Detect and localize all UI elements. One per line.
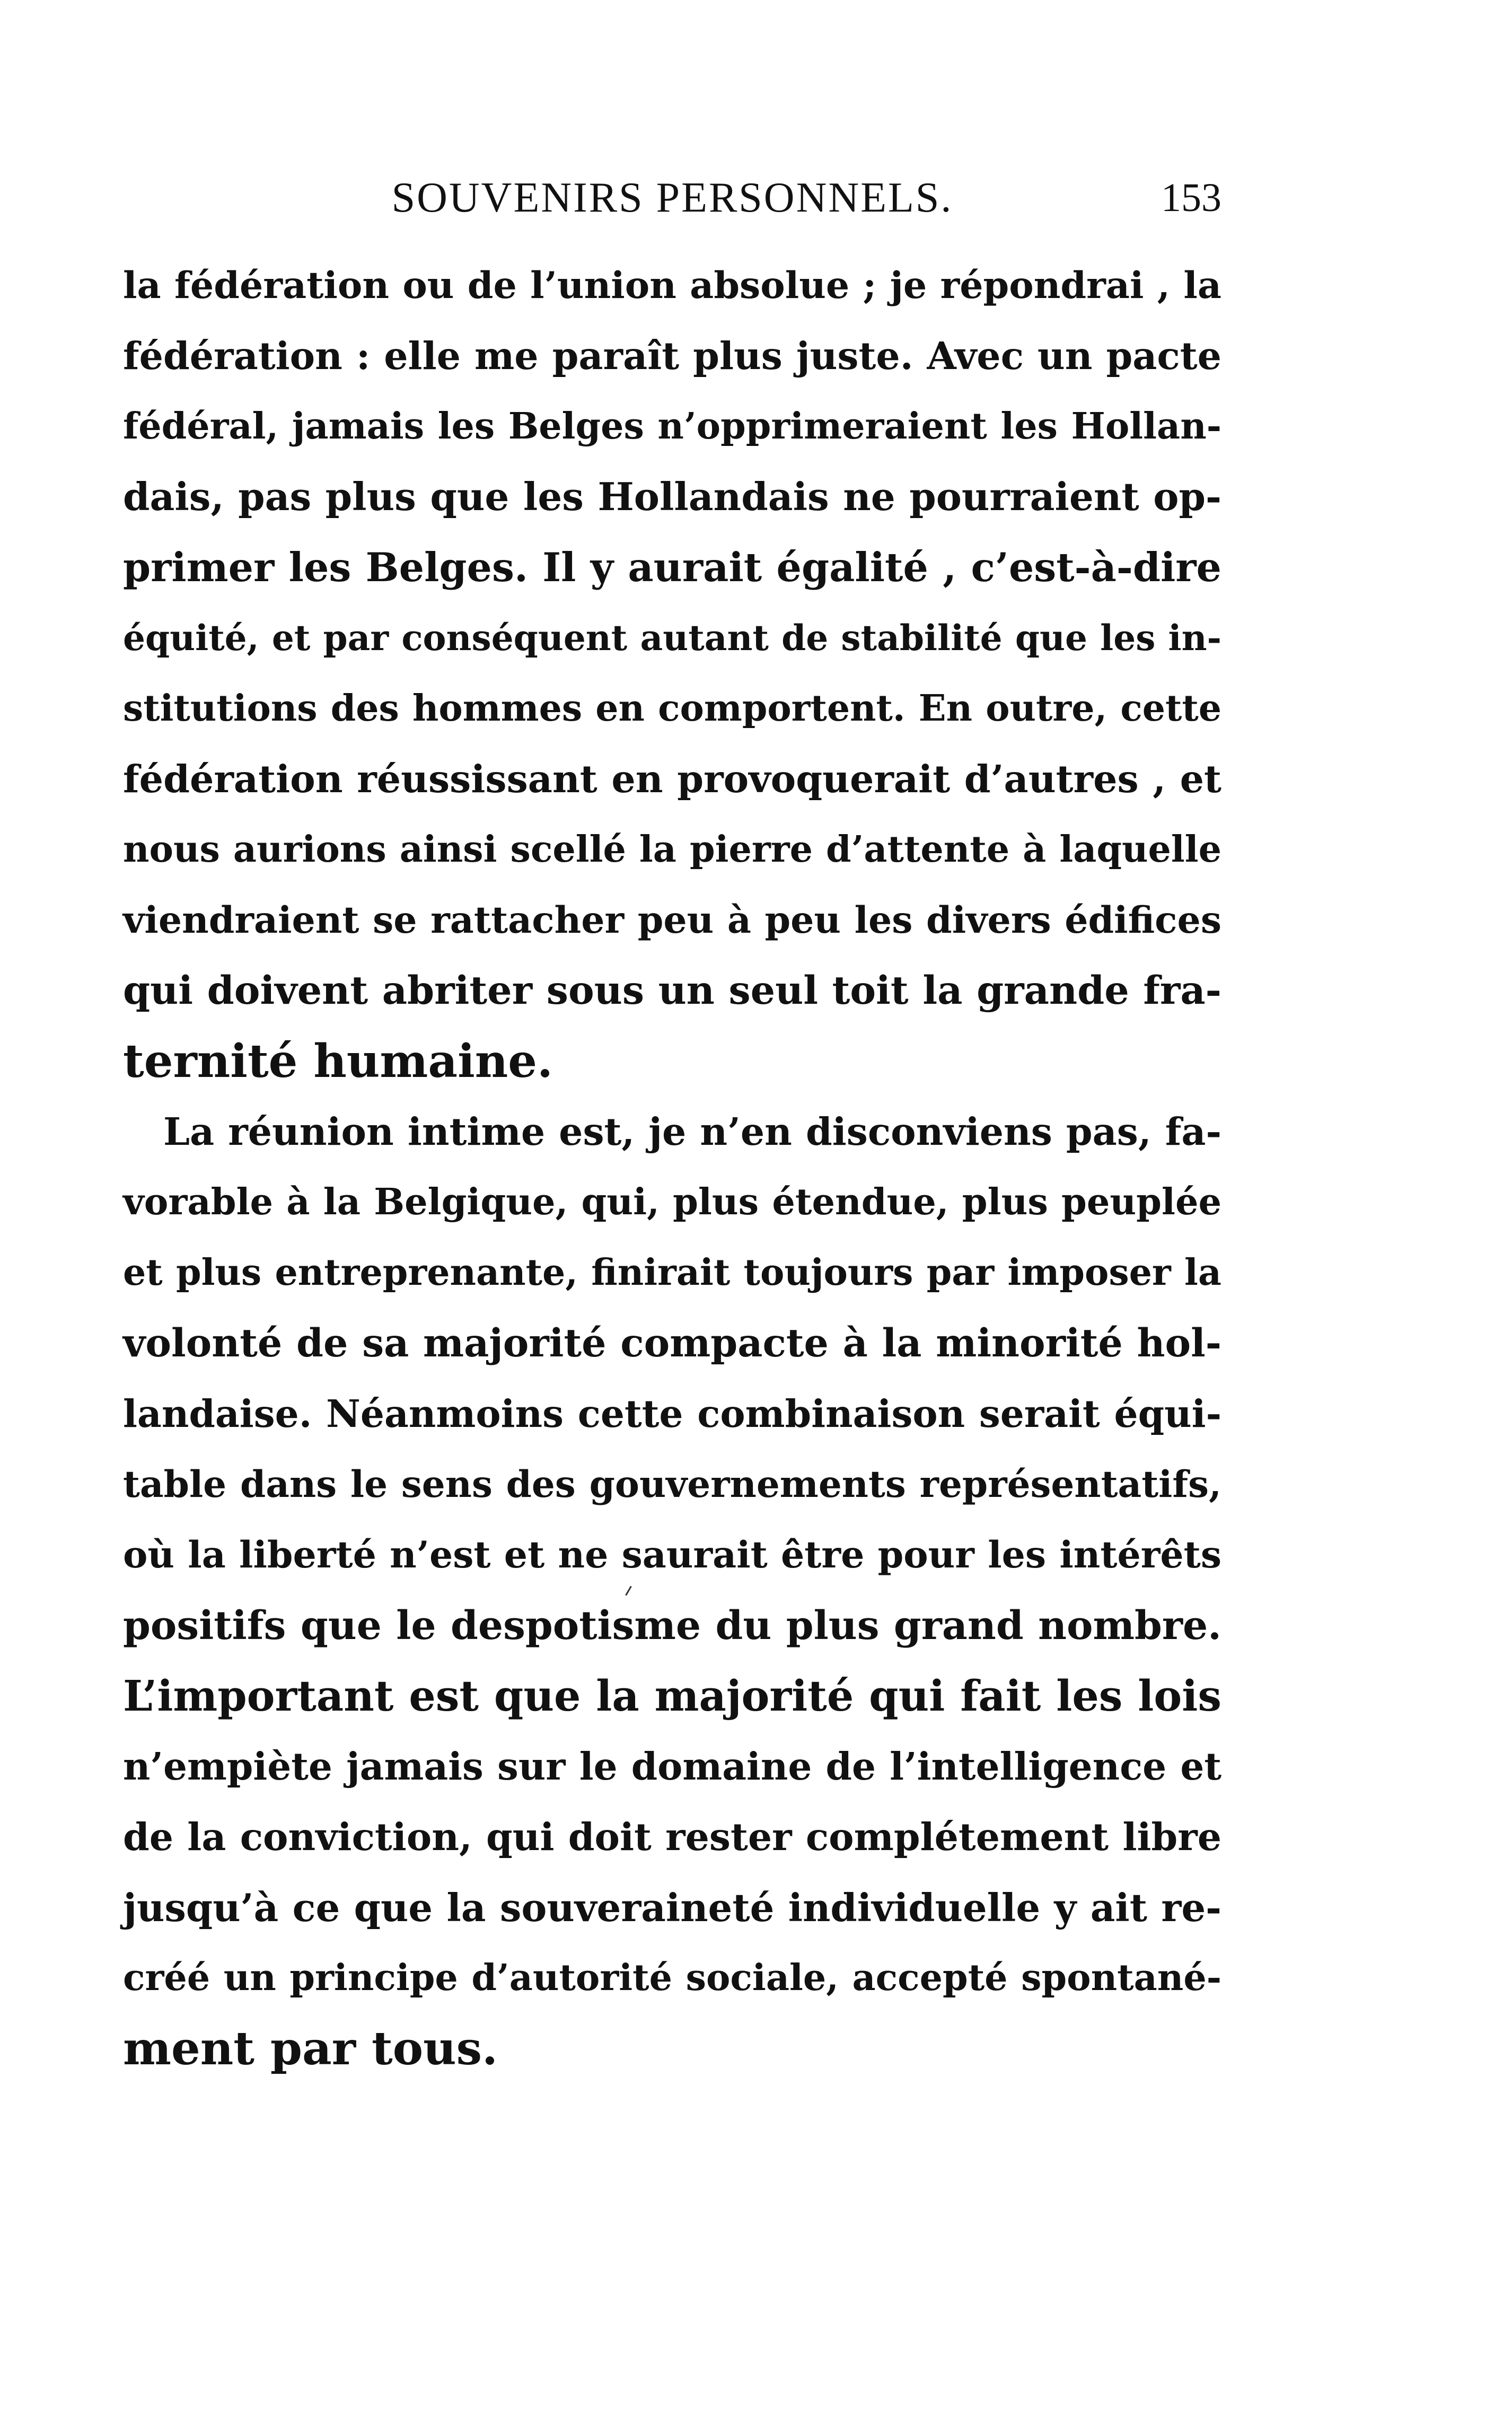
text-line: de la conviction, qui doit rester complétement libre (123, 1815, 1221, 1859)
text-line: la fédération ou de l’union absolue ; je répondrai , la (123, 264, 1221, 307)
text-line: ment par tous. (123, 2022, 498, 2075)
paragraph-2 (123, 1097, 1221, 2084)
text-line: vorable à la Belgique, qui, plus étendue, plus peuplée (123, 1181, 1221, 1223)
paragraph-1 (123, 250, 1221, 1097)
text-line: nous aurions ainsi scellé la pierre d’attente à laquelle (123, 828, 1221, 871)
running-title: SOUVENIRS PERSONNELS. (391, 174, 953, 221)
text-line: qui doivent abriter sous un seul toit la grande fra- (123, 968, 1221, 1013)
text-line: fédération réussissant en provoquerait d’autres , et (123, 757, 1221, 801)
page-number: 153 (1161, 176, 1221, 220)
text-line: table dans le sens des gouvernements représentatifs, (123, 1463, 1221, 1506)
text-line: où la liberté n’est et ne saurait être pour les intérêts (123, 1534, 1221, 1576)
text-line: n’empiète jamais sur le domaine de l’intelligence et (123, 1745, 1221, 1789)
text-line: jusqu’à ce que la souveraineté individuelle y ait re- (123, 1885, 1221, 1930)
text-line: fédéral, jamais les Belges n’opprimeraient les Hollan- (123, 405, 1221, 448)
text-line: landaise. Néanmoins cette combinaison serait équi- (123, 1391, 1221, 1436)
text-line: équité, et par conséquent autant de stabilité que les in- (123, 617, 1221, 659)
text-line: et plus entreprenante, finirait toujours par imposer la (123, 1251, 1221, 1294)
text-line: positifs que le despotisme du plus grand nombre. (123, 1602, 1221, 1649)
text-line: dais, pas plus que les Hollandais ne pourraient op- (123, 475, 1221, 520)
text-line: primer les Belges. Il y aurait égalité , c’est-à-dire (123, 544, 1221, 591)
text-line: L’important est que la majorité qui fait les lois (123, 1671, 1221, 1721)
text-line: ternité humaine. (123, 1035, 553, 1088)
text-line: fédération : elle me paraît plus juste. Avec un pacte (123, 334, 1221, 378)
text-line: stitutions des hommes en comportent. En outre, cette (123, 687, 1221, 730)
text-line: La réunion intime est, je n’en disconviens pas, fa- (163, 1109, 1221, 1154)
text-line: viendraient se rattacher peu à peu les divers édifices (123, 899, 1221, 942)
running-head (123, 169, 1221, 227)
body-text (123, 250, 1221, 2084)
text-line: créé un principe d’autorité sociale, accepté spontané- (123, 1957, 1221, 1999)
text-line: volonté de sa majorité compacte à la minorité hol- (123, 1321, 1221, 1366)
